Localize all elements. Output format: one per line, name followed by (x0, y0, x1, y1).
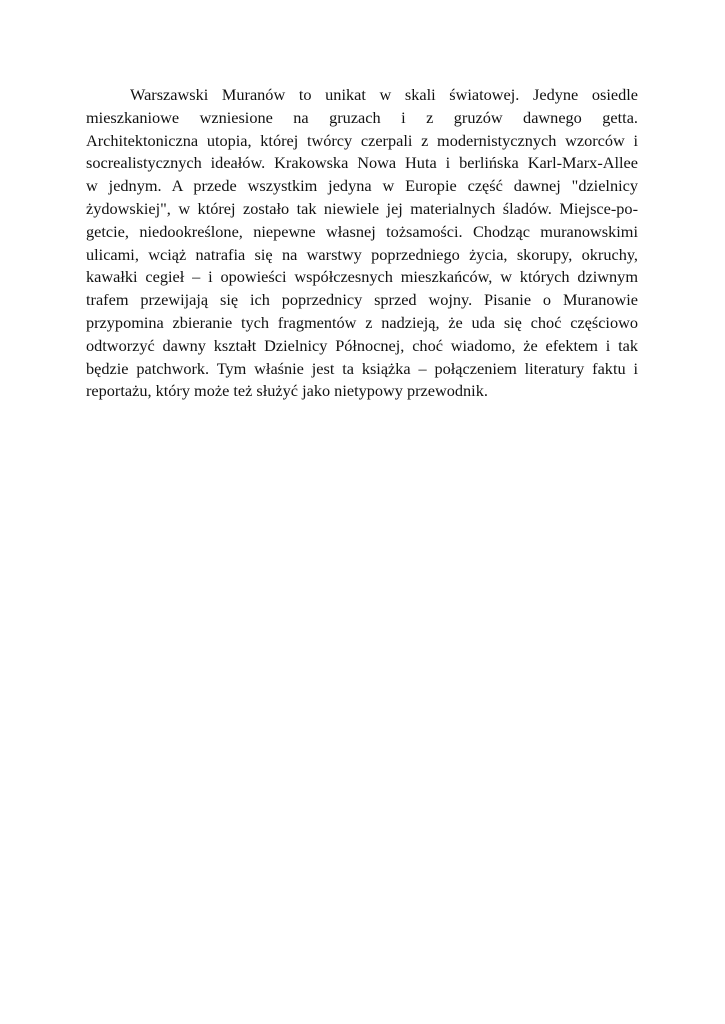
paragraph-line: trafem przewijają się ich poprzednicy sprzed wojny. Pisanie o Muranowie (86, 290, 638, 310)
paragraph-line: Warszawski Muranów to unikat w skali światowej. Jedyne osiedle (130, 85, 638, 104)
paragraph-line: mieszkaniowe wzniesione na gruzach i z gruzów dawnego getta. (86, 107, 638, 127)
paragraph-line: przypomina zbieranie tych fragmentów z nadzieją, że uda się choć częściowo (86, 312, 638, 332)
paragraph-line: odtworzyć dawny kształt Dzielnicy Północnej, choć wiadomo, że efektem i tak (86, 335, 638, 355)
paragraph-line: getcie, niedookreślone, niepewne własnej tożsamości. Chodząc muranowskimi (86, 221, 638, 241)
paragraph-line: reportażu, który może też służyć jako nietypowy przewodnik. (86, 381, 488, 401)
paragraph-line: ulicami, wciąż natrafia się na warstwy poprzedniego życia, skorupy, okruchy, (86, 244, 638, 264)
paragraph-line: żydowskiej", w której zostało tak niewiele jej materialnych śladów. Miejsce-po- (86, 198, 638, 218)
paragraph-line: będzie patchwork. Tym właśnie jest ta książka – połączeniem literatury faktu i (86, 358, 638, 378)
body-paragraph (86, 84, 638, 403)
paragraph-line: socrealistycznych ideałów. Krakowska Nowa Huta i berlińska Karl-Marx-Allee (86, 153, 638, 173)
paragraph-line: Architektoniczna utopia, której twórcy czerpali z modernistycznych wzorców i (86, 130, 638, 150)
paragraph-line: w jednym. A przede wszystkim jedyna w Europie część dawnej "dzielnicy (86, 176, 638, 196)
paragraph-line: kawałki cegieł – i opowieści współczesnych mieszkańców, w których dziwnym (86, 267, 638, 287)
